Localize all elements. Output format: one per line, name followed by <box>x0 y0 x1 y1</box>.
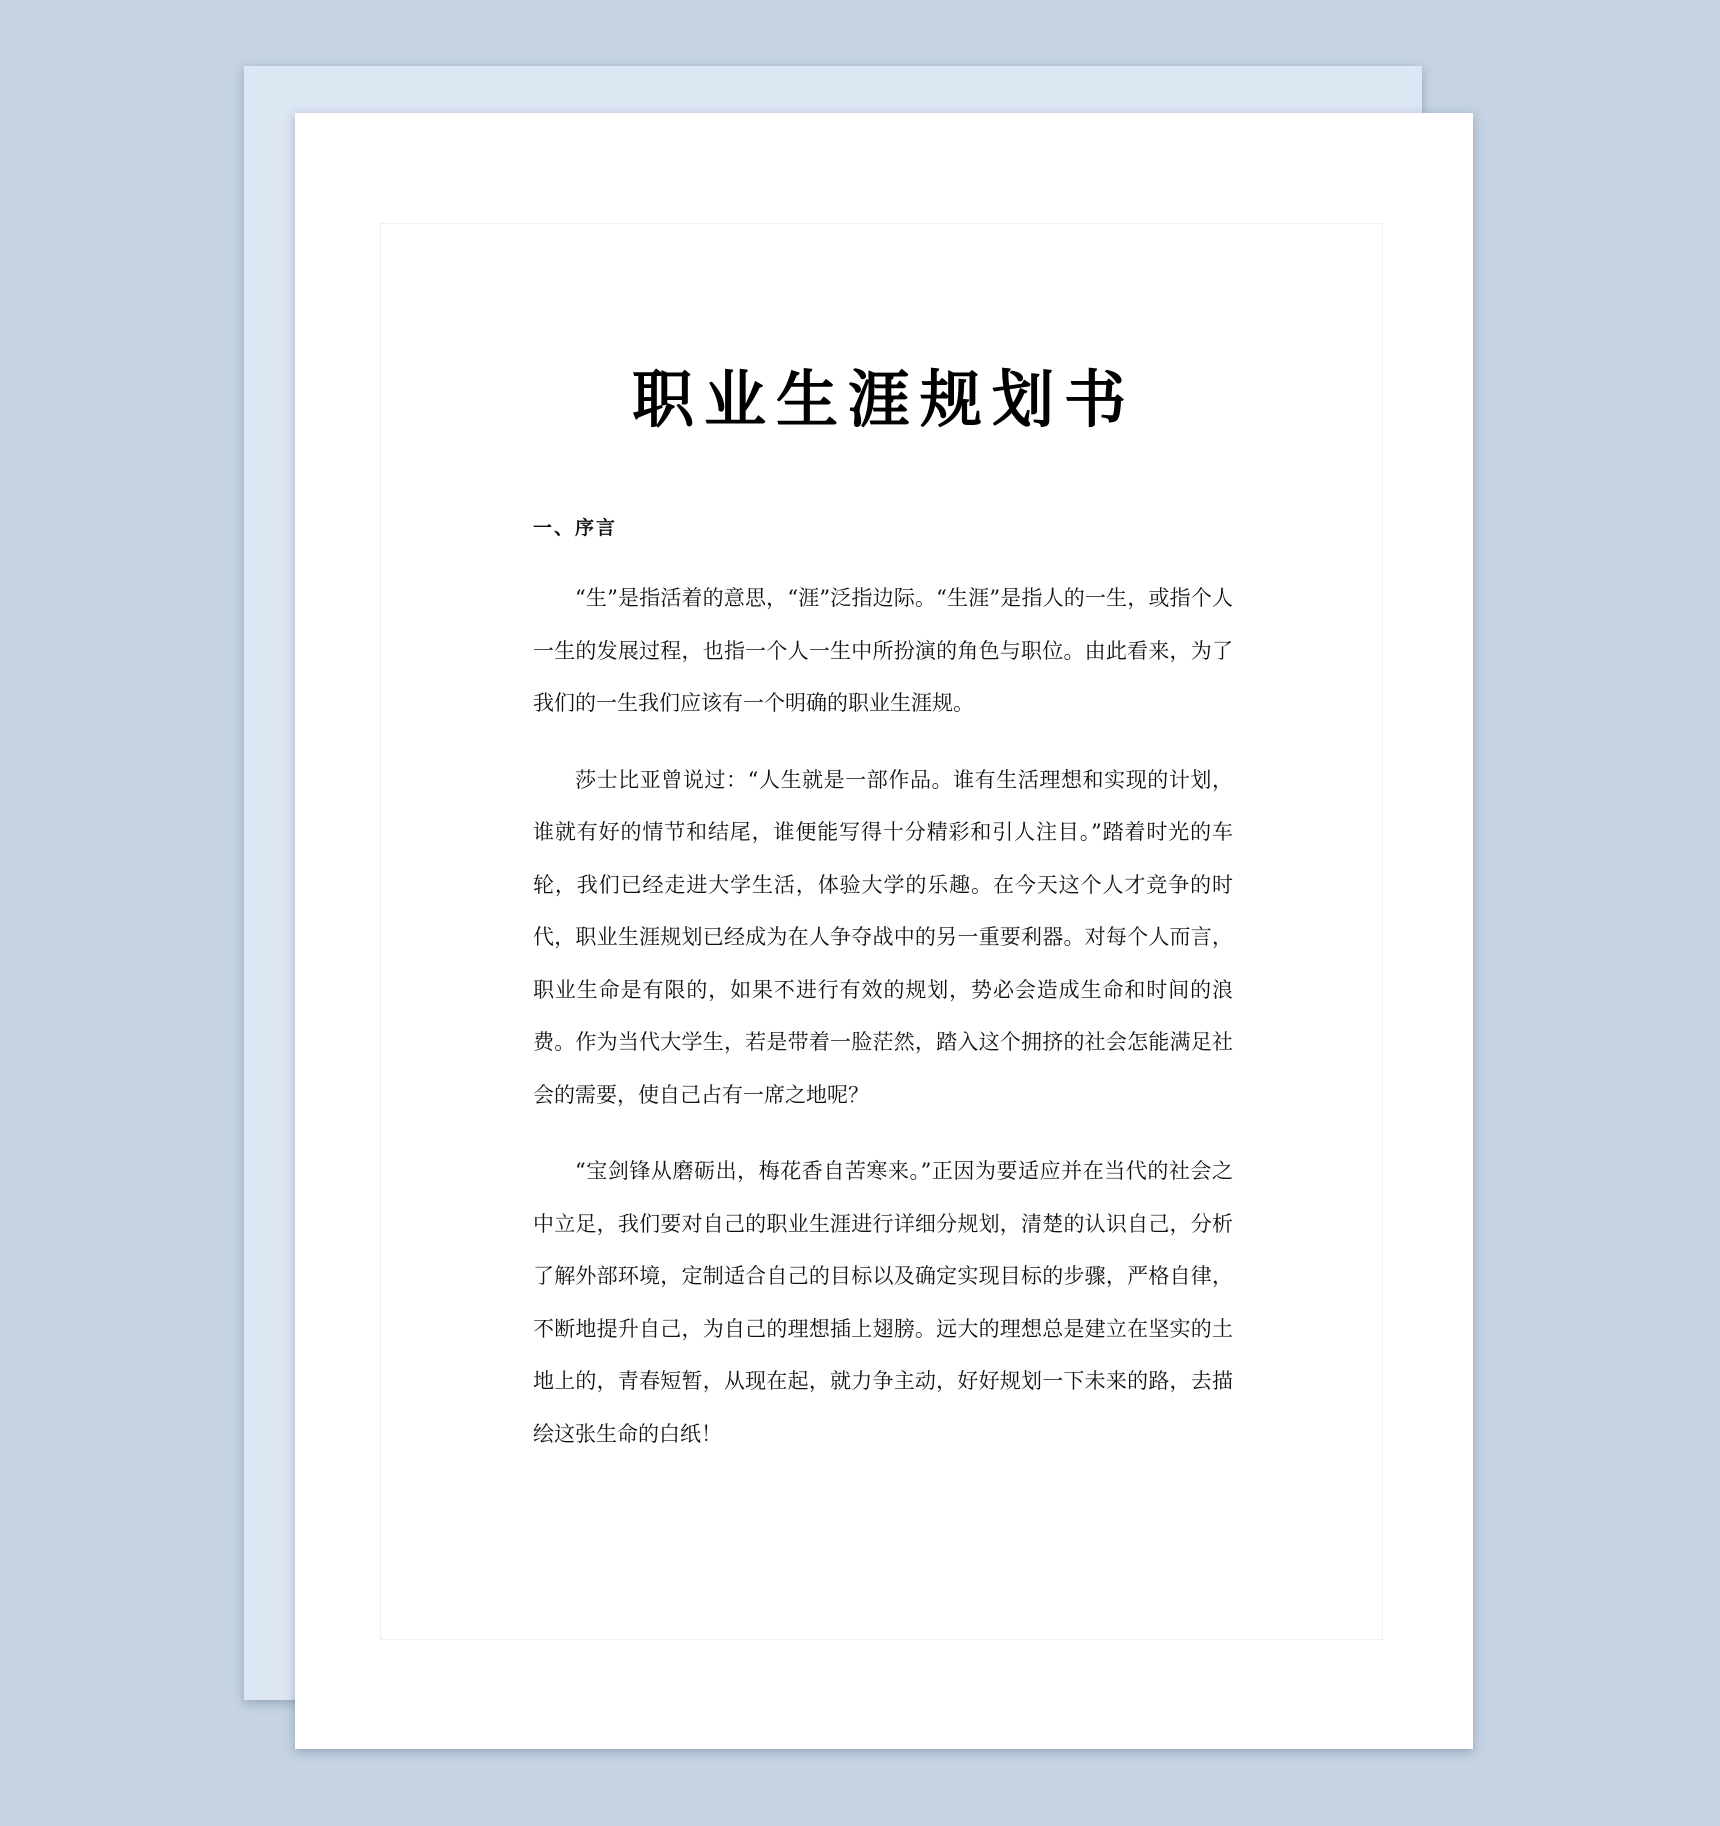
paragraph-3: “宝剑锋从磨砺出，梅花香自苦寒来。”正因为要适应并在当代的社会之中立足，我们要对自己的职业生涯进行详细分规划，清楚的认识自己，分析了解外部环境，定制适合自己的目标以及确定实现目标的步骤，严格自律，不断地提升自己，为自己的理想插上翅膀。远大的理想总是建立在坚实的土地上的，青春短暂，从现在起，就力争主动，好好规划一下未来的路，去描绘这张生命的白纸！ <box>533 1159 1233 1446</box>
paragraph-1: “生”是指活着的意思，“涯”泛指边际。“生涯”是指人的一生，或指个人一生的发展过程，也指一个人一生中所扮演的角色与职位。由此看来，为了我们的一生我们应该有一个明确的职业生涯规。 <box>533 586 1233 715</box>
section-heading: 一、序言 <box>533 517 618 539</box>
document-title: 职业生涯规划书 <box>631 363 1136 436</box>
document-body <box>533 513 1233 1484</box>
paragraph-2: 莎士比亚曾说过：“人生就是一部作品。谁有生活理想和实现的计划，谁就有好的情节和结尾，谁便能写得十分精彩和引人注目。”踏着时光的车轮，我们已经走进大学生活，体验大学的乐趣。在今天这个人才竞争的时代，职业生涯规划已经成为在人争夺战中的另一重要利器。对每个人而言，职业生命是有限的，如果不进行有效的规划，势必会造成生命和时间的浪费。作为当代大学生，若是带着一脸茫然，踏入这个拥挤的社会怎能满足社会的需要，使自己占有一席之地呢？ <box>533 767 1233 1107</box>
document-page <box>295 113 1473 1749</box>
